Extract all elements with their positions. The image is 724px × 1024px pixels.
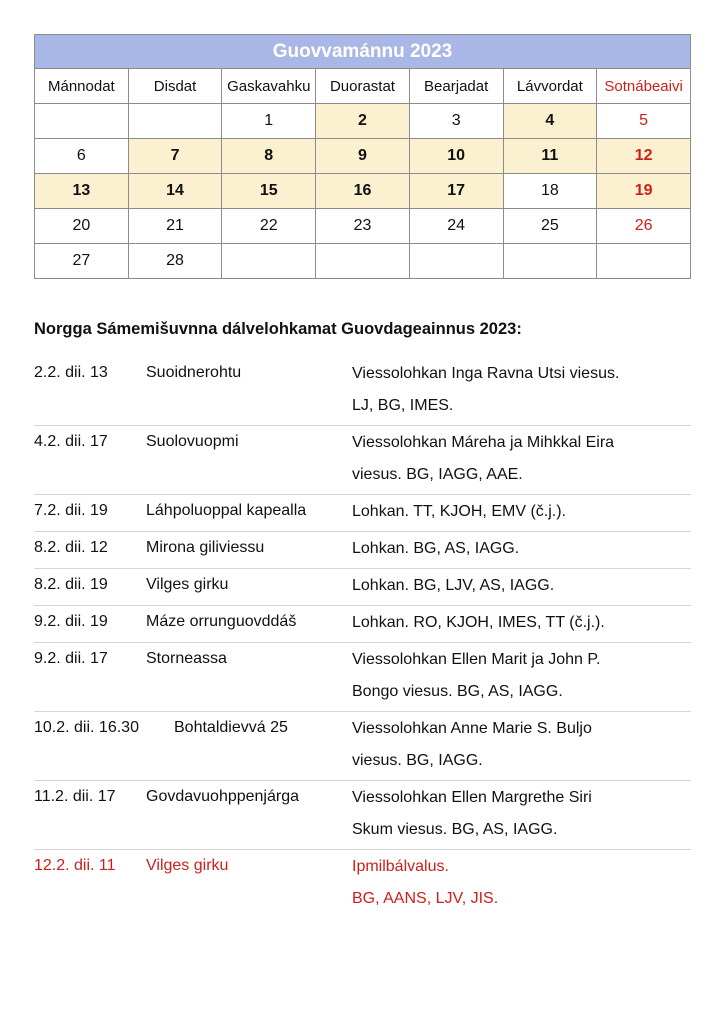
day-cell-highlighted: 16 [316,174,410,209]
calendar-week [35,104,691,139]
day-cell: 23 [316,209,410,244]
day-cell [222,244,316,279]
day-cell: 6 [35,139,129,174]
entry-description [352,357,691,425]
calendar-week [35,244,691,279]
entry-description [352,426,691,494]
entry-description-line: Lohkan. TT, KJOH, EMV (č.j.). [352,503,566,520]
day-cell: 18 [503,174,597,209]
day-cell-highlighted: 2 [316,104,410,139]
schedule-entry-highlighted [34,850,691,918]
day-cell-sunday-highlighted: 19 [597,174,691,209]
entry-description [352,495,691,531]
day-cell: 1 [222,104,316,139]
day-cell-sunday: 26 [597,209,691,244]
entry-description [352,781,691,849]
weekday-header: Disdat [128,69,222,104]
entry-description-line: Skum viesus. BG, AS, IAGG. [352,821,558,838]
day-cell: 24 [409,209,503,244]
day-cell-highlighted: 14 [128,174,222,209]
calendar-week [35,139,691,174]
day-cell [128,104,222,139]
entry-description-line: Viessolohkan Inga Ravna Utsi viesus. [352,365,620,382]
entry-description-line: Viessolohkan Ellen Margrethe Siri [352,789,592,806]
entry-description-line: viesus. BG, IAGG, AAE. [352,466,523,483]
entry-time: 8.2. dii. 12 [34,539,108,556]
day-cell-highlighted: 11 [503,139,597,174]
weekday-header: Mánnodat [35,69,129,104]
entry-time: 9.2. dii. 19 [34,613,108,630]
entry-description-line: viesus. BG, IAGG. [352,752,483,769]
entry-time: 4.2. dii. 17 [34,433,108,450]
entry-description [352,850,691,918]
calendar-table [34,34,691,279]
day-cell [316,244,410,279]
day-cell [35,104,129,139]
schedule-entry [34,606,691,643]
entry-description-line: BG, AANS, LJV, JIS. [352,890,499,907]
day-cell-highlighted: 17 [409,174,503,209]
day-cell-highlighted: 7 [128,139,222,174]
calendar-title: Guovvamánnu 2023 [35,35,691,69]
weekday-header: Lávvordat [503,69,597,104]
day-cell [503,244,597,279]
day-cell-sunday-highlighted: 12 [597,139,691,174]
entry-description-line: Viessolohkan Máreha ja Mihkkal Eira [352,434,615,451]
entry-description-line: Viessolohkan Ellen Marit ja John P. [352,651,601,668]
day-cell-sunday [597,244,691,279]
entry-time: 7.2. dii. 19 [34,502,108,519]
entry-place: Mirona giliviessu [146,539,265,556]
day-cell: 27 [35,244,129,279]
schedule-entry [34,569,691,606]
schedule-entry [34,781,691,850]
schedule-entry [34,357,691,426]
day-cell-highlighted: 10 [409,139,503,174]
entry-description-line: Lohkan. BG, AS, IAGG. [352,540,520,557]
entry-place: Storneassa [146,650,227,667]
entry-place: Láhpoluoppal kapealla [146,502,307,519]
entry-place: Vilges girku [146,857,229,874]
entry-time: 8.2. dii. 19 [34,576,108,593]
entry-description [352,569,691,605]
entry-place: Suolovuopmi [146,433,239,450]
calendar-week [35,209,691,244]
day-cell: 28 [128,244,222,279]
entry-description [352,606,691,642]
entry-place: Suoidnerohtu [146,364,242,381]
entry-time: 2.2. dii. 13 [34,364,108,381]
entry-place: Máze orrunguovddáš [146,613,297,630]
entry-description-line: LJ, BG, IMES. [352,397,454,414]
weekday-header: Bearjadat [409,69,503,104]
entry-time: 9.2. dii. 17 [34,650,108,667]
entry-time: 12.2. dii. 11 [34,857,116,874]
day-cell-highlighted: 9 [316,139,410,174]
day-cell: 22 [222,209,316,244]
calendar-week [35,174,691,209]
entry-description-line: Lohkan. RO, KJOH, IMES, TT (č.j.). [352,614,605,631]
day-cell: 20 [35,209,129,244]
day-cell-highlighted: 4 [503,104,597,139]
weekday-header: Duorastat [316,69,410,104]
weekday-header-sunday: Sotnábeaivi [597,69,691,104]
entry-time: 10.2. dii. 16.30 [34,719,139,736]
schedule-title: Norgga Sámemišuvnna dálvelohkamat Guovdageainnus 2023: [34,320,522,338]
day-cell-sunday: 5 [597,104,691,139]
schedule-entry [34,532,691,569]
day-cell-highlighted: 8 [222,139,316,174]
entry-place: Vilges girku [146,576,229,593]
entry-description [352,643,691,711]
entry-description [352,532,691,568]
entry-description-line: Lohkan. BG, LJV, AS, IAGG. [352,577,555,594]
day-cell-highlighted: 13 [35,174,129,209]
entry-time: 11.2. dii. 17 [34,788,116,805]
day-cell-highlighted: 15 [222,174,316,209]
schedule-entry [34,712,691,781]
weekday-header: Gaskavahku [222,69,316,104]
entry-place: Bohtaldievvá 25 [174,719,288,736]
schedule-entry [34,643,691,712]
schedule-entry [34,426,691,495]
schedule-list [34,357,691,918]
entry-description-line: Bongo viesus. BG, AS, IAGG. [352,683,563,700]
entry-description-line: Viessolohkan Anne Marie S. Buljo [352,720,592,737]
entry-description [352,712,691,780]
entry-description-line: Ipmilbálvalus. [352,858,449,875]
schedule-entry [34,495,691,532]
entry-place: Govdavuohppenjárga [146,788,300,805]
day-cell: 21 [128,209,222,244]
day-cell: 25 [503,209,597,244]
day-cell [409,244,503,279]
day-cell: 3 [409,104,503,139]
